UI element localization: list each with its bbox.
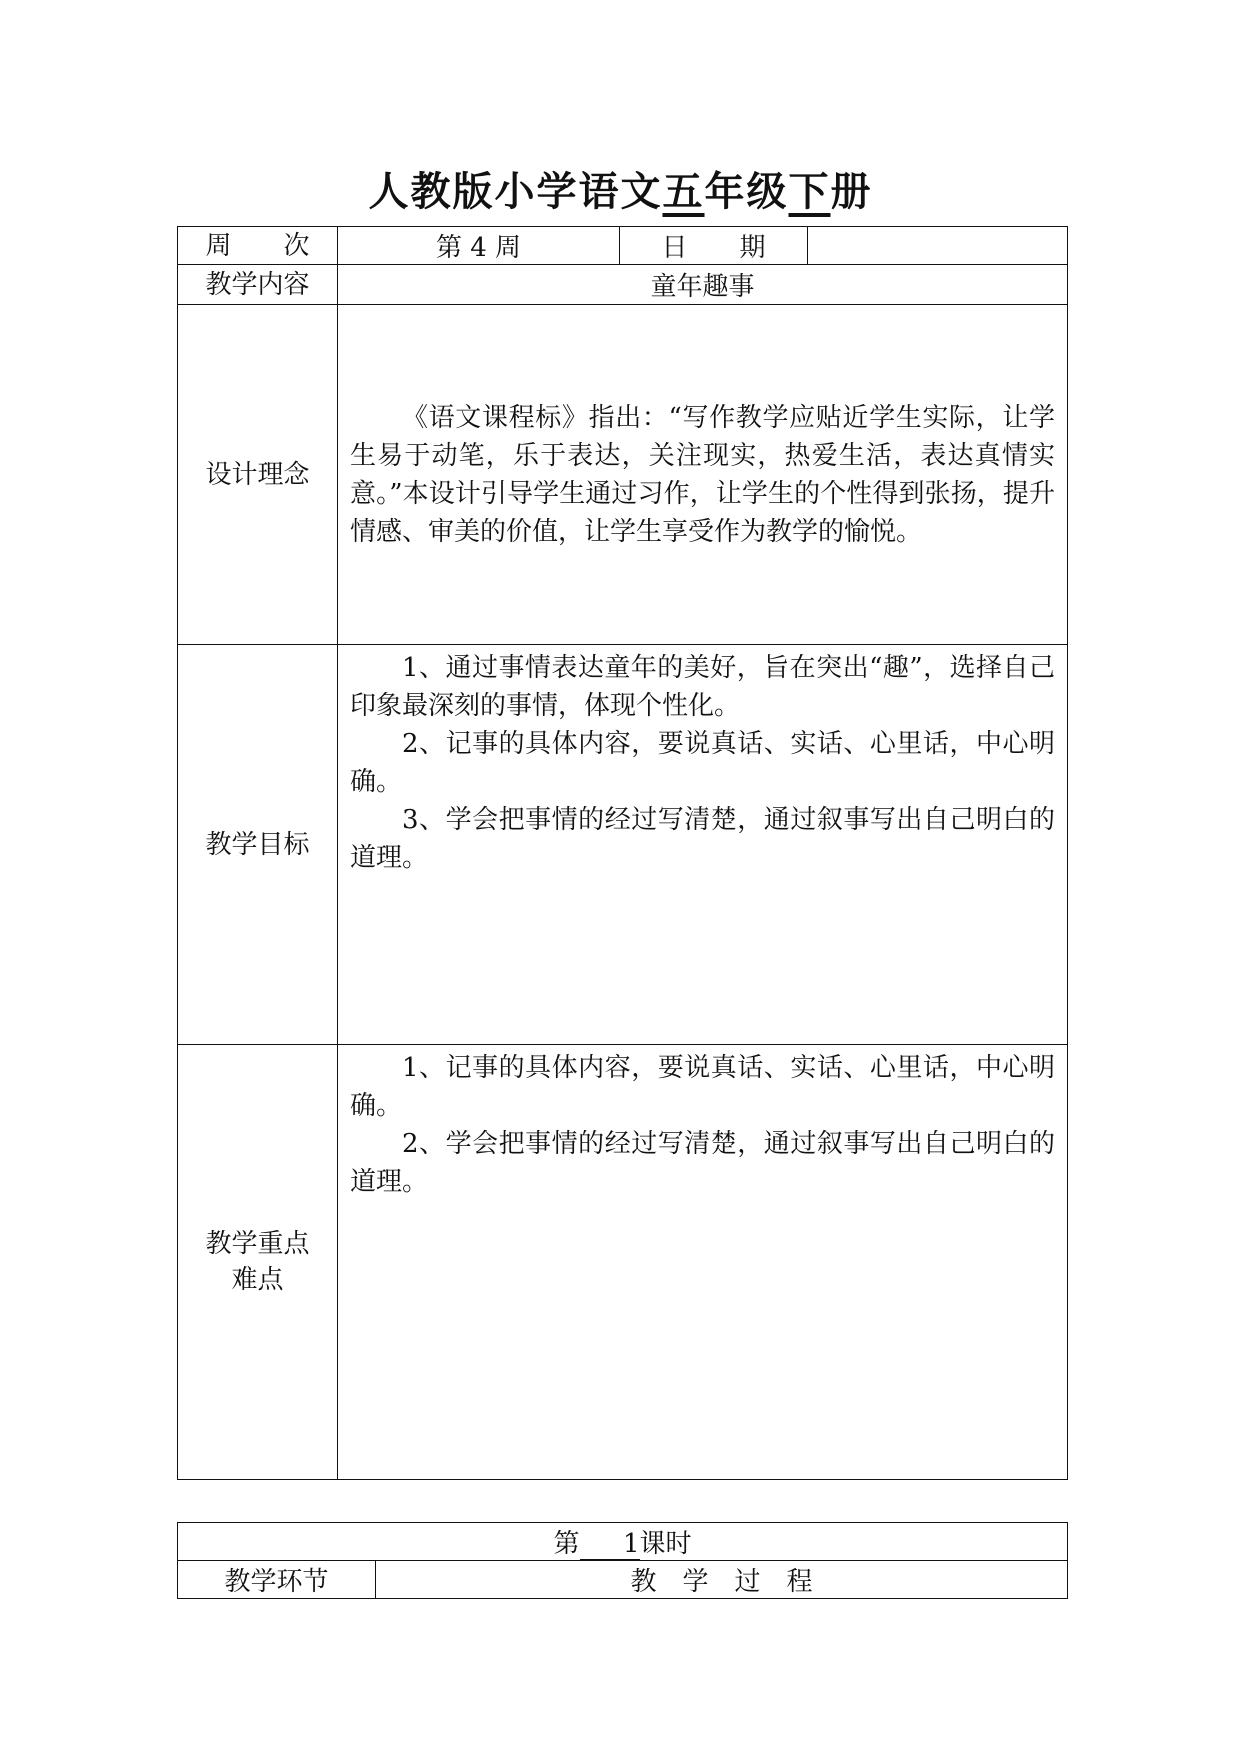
concept-text: 《语文课程标》指出：“写作教学应贴近学生实际，让学生易于动笔，乐于表达，关注现实，热爱生活，表达真情实意。”本设计引导学生通过习作，让学生的个性得到张扬，提升情感、审美的价值，让学生享受作为教学的愉悦。 xyxy=(350,402,1055,547)
lesson-plan-table xyxy=(177,226,1068,1480)
process-label: 教 学 过 程 xyxy=(376,1561,1068,1599)
date-label: 日 期 xyxy=(620,227,808,265)
lesson-process-table xyxy=(177,1522,1068,1599)
content-label: 教学内容 xyxy=(178,265,338,305)
date-value xyxy=(808,227,1068,265)
concept-label: 设计理念 xyxy=(178,305,338,645)
keypoints-cell xyxy=(338,1045,1068,1480)
process-header-row xyxy=(178,1561,1068,1599)
keypoints-row xyxy=(178,1045,1068,1480)
lesson-row xyxy=(178,1523,1068,1561)
content-value: 童年趣事 xyxy=(338,265,1068,305)
concept-row xyxy=(178,305,1068,645)
keypoint-item: 2、学会把事情的经过写清楚，通过叙事写出自己明白的道理。 xyxy=(350,1129,1055,1197)
stage-label: 教学环节 xyxy=(178,1561,376,1599)
week-label: 周 次 xyxy=(178,227,338,265)
page-title: 人教版小学语文五年级下册 xyxy=(368,169,873,215)
lesson-number: 第 1课时 xyxy=(178,1523,1068,1561)
content-row xyxy=(178,265,1068,305)
week-row xyxy=(178,227,1068,265)
week-value: 第 4 周 xyxy=(338,227,620,265)
goal-item: 1、通过事情表达童年的美好，旨在突出“趣”，选择自己印象最深刻的事情，体现个性化。 xyxy=(350,653,1055,721)
goal-item: 3、学会把事情的经过写清楚，通过叙事写出自己明白的道理。 xyxy=(350,805,1055,873)
goals-cell xyxy=(338,645,1068,1045)
goals-label: 教学目标 xyxy=(178,645,338,1045)
keypoints-label: 教学重点 难点 xyxy=(178,1045,338,1480)
concept-cell xyxy=(338,305,1068,645)
keypoint-item: 1、记事的具体内容，要说真话、实话、心里话，中心明确。 xyxy=(350,1053,1055,1121)
goal-item: 2、记事的具体内容，要说真话、实话、心里话，中心明确。 xyxy=(350,729,1055,797)
goals-row xyxy=(178,645,1068,1045)
